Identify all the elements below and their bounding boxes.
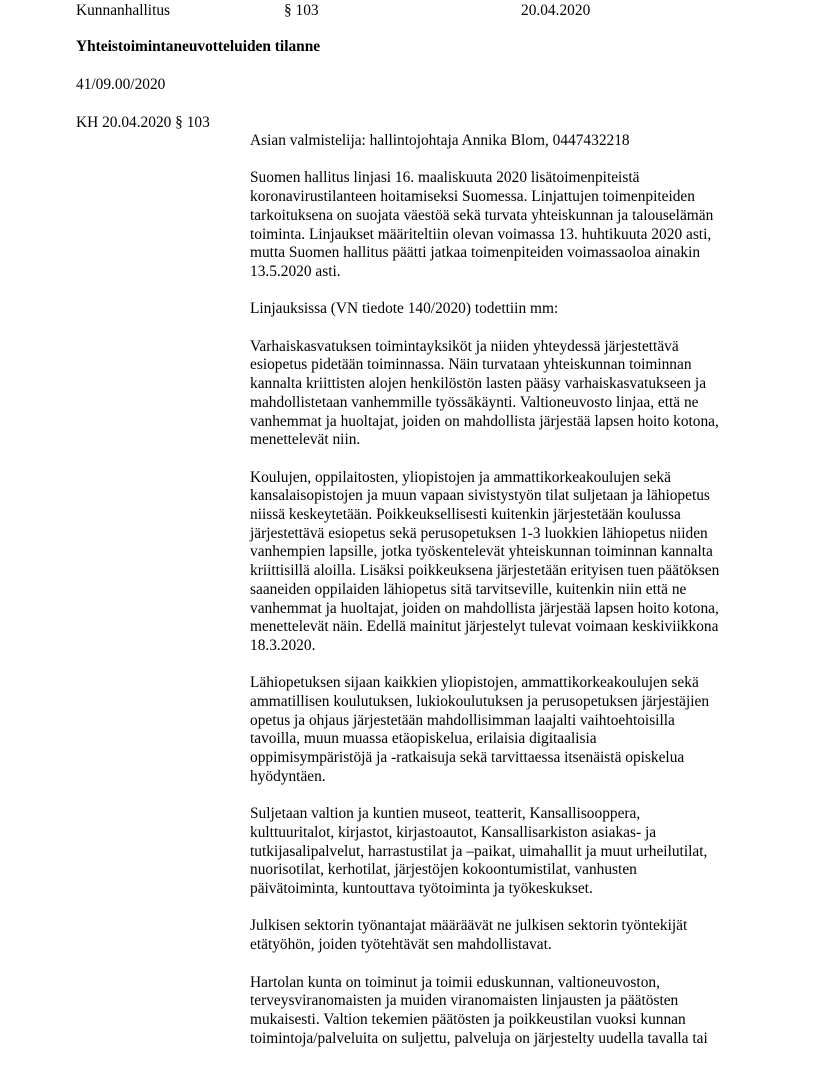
paragraph-line: 13.5.2020 asti. [250, 262, 341, 280]
paragraph-line: vanhempien lapsille, jotka työskentelevät yhteiskunnan toiminnan kannalta [250, 543, 713, 561]
paragraph-line: Hartolan kunta on toiminut ja toimii eduskunnan, valtioneuvoston, [250, 973, 660, 991]
paragraph-line: saaneiden oppilaiden lähiopetus sitä tarvitseville, kuitenkin niin että ne [250, 580, 687, 598]
paragraph-line: kannalta kriittisten alojen henkilöstön lasten pääsy varhaiskasvatukseen ja [250, 375, 707, 393]
paragraph-line: tavoilla, muun muassa etäopiskelua, erilaisia digitaalisia [250, 730, 597, 748]
paragraph-line: mutta Suomen hallitus päätti jatkaa toimenpiteiden voimassaoloa ainakin [250, 244, 701, 262]
paragraph-line: terveysviranomaisten ja muiden viranomaisten linjausten ja päätösten [250, 992, 679, 1010]
paragraph-line: Varhaiskasvatuksen toimintayksiköt ja niiden yhteydessä järjestettävä [250, 337, 679, 355]
paragraphs [250, 169, 740, 1048]
paragraph [250, 169, 740, 281]
paragraph-line: esiopetus pidetään toiminnassa. Näin turvataan yhteiskunnan toiminnan [250, 356, 692, 374]
paragraph-line: toimintoja/palveluita on suljettu, palveluja on järjestelty uudella tavalla tai [250, 1029, 708, 1047]
paragraph-line: Julkisen sektorin työnantajat määräävät ne julkisen sektorin työntekijät [250, 917, 688, 935]
paragraph-line: kriittisillä aloilla. Lisäksi poikkeuksena järjestetään erityisen tuen päätöksen [250, 562, 720, 580]
header-date: 20.04.2020 [521, 2, 591, 19]
paragraph-line: hyödyntäen. [250, 767, 326, 785]
paragraph-line: Suljetaan valtion ja kuntien museot, teatterit, Kansallisooppera, [250, 805, 641, 823]
paragraph [250, 300, 740, 319]
paragraph-line: kulttuuritalot, kirjastot, kirjastoautot, Kansallisarkiston asiakas- ja [250, 823, 657, 841]
document-body [250, 132, 740, 1067]
paragraph-line: päivätoiminta, kuntouttava työtoiminta ja työkeskukset. [250, 880, 593, 898]
paragraph-line: mukaisesti. Valtion tekemien päätösten ja poikkeustilan vuoksi kunnan [250, 1010, 686, 1028]
diary-number: 41/09.00/2020 [76, 76, 166, 93]
paragraph-line: tutkijasalipalvelut, harrastustilat ja –paikat, uimahallit ja muut urheilutilat, [250, 842, 708, 860]
paragraph-line: tarkoituksena on suojata väestöä sekä turvata yhteiskunnan ja talouselämän [250, 206, 714, 224]
preparer-line: Asian valmistelija: hallintojohtaja Annika Blom, 0447432218 [250, 132, 630, 149]
meeting-reference: KH 20.04.2020 § 103 [76, 114, 210, 131]
paragraph [250, 338, 740, 450]
paragraph-line: vanhemmat ja huoltajat, joiden on mahdollista järjestää lapsen hoito kotona, [250, 412, 719, 430]
paragraph-line: kansalaisopistojen ja muun vapaan sivistystyön tilat suljetaan ja lähiopetus [250, 487, 710, 505]
paragraph-line: 18.3.2020. [250, 636, 316, 654]
header-body: Kunnanhallitus [76, 2, 171, 19]
paragraph-line: menettelevät näin. Edellä mainitut järjestelyt tulevat voimaan keskiviikkona [250, 618, 719, 636]
paragraph [250, 917, 740, 954]
paragraph-line: järjestettävä esiopetus sekä perusopetuksen 1-3 luokkien lähiopetus niiden [250, 524, 708, 542]
paragraph-line: vanhemmat ja huoltajat, joiden on mahdollista järjestää lapsen hoito kotona, [250, 599, 719, 617]
paragraph-line: mahdollistetaan vanhemmille työssäkäynti. Valtioneuvosto linjaa, että ne [250, 393, 699, 411]
document-title: Yhteistoimintaneuvotteluiden tilanne [76, 38, 321, 55]
paragraph-line: oppimisympäristöjä ja -ratkaisuja sekä tarvittaessa itsenäistä opiskelua [250, 749, 685, 767]
paragraph-line: menettelevät niin. [250, 431, 361, 449]
paragraph-line: ammatillisen koulutuksen, lukiokoulutuksen ja perusopetuksen järjestäjien [250, 693, 710, 711]
paragraph [250, 805, 740, 899]
paragraph [250, 974, 740, 1049]
paragraph-line: toiminta. Linjaukset määriteltiin olevan voimassa 13. huhtikuuta 2020 asti, [250, 225, 712, 243]
paragraph-line: Linjauksissa (VN tiedote 140/2020) todettiin mm: [250, 300, 559, 318]
paragraph-line: koronavirustilanteen hoitamiseksi Suomessa. Linjattujen toimenpiteiden [250, 188, 695, 206]
header-section: § 103 [284, 2, 319, 19]
paragraph [250, 469, 740, 656]
paragraph-line: niissä keskeytetään. Poikkeuksellisesti kuitenkin järjestetään koulussa [250, 506, 681, 523]
paragraph-line: etätyöhön, joiden työtehtävät sen mahdollistavat. [250, 936, 552, 954]
paragraph-line: Suomen hallitus linjasi 16. maaliskuuta 2020 lisätoimenpiteistä [250, 169, 640, 187]
paragraph-line: nuorisotilat, kerhotilat, järjestöjen kokoontumistilat, vanhusten [250, 861, 637, 879]
paragraph-line: Lähiopetuksen sijaan kaikkien yliopistojen, ammattikorkeakoulujen sekä [250, 674, 699, 692]
paragraph-line: opetus ja ohjaus järjestetään mahdollisimman laajalti vaihtoehtoisilla [250, 711, 675, 729]
paragraph-line: Koulujen, oppilaitosten, yliopistojen ja ammattikorkeakoulujen sekä [250, 468, 672, 486]
paragraph [250, 674, 740, 786]
